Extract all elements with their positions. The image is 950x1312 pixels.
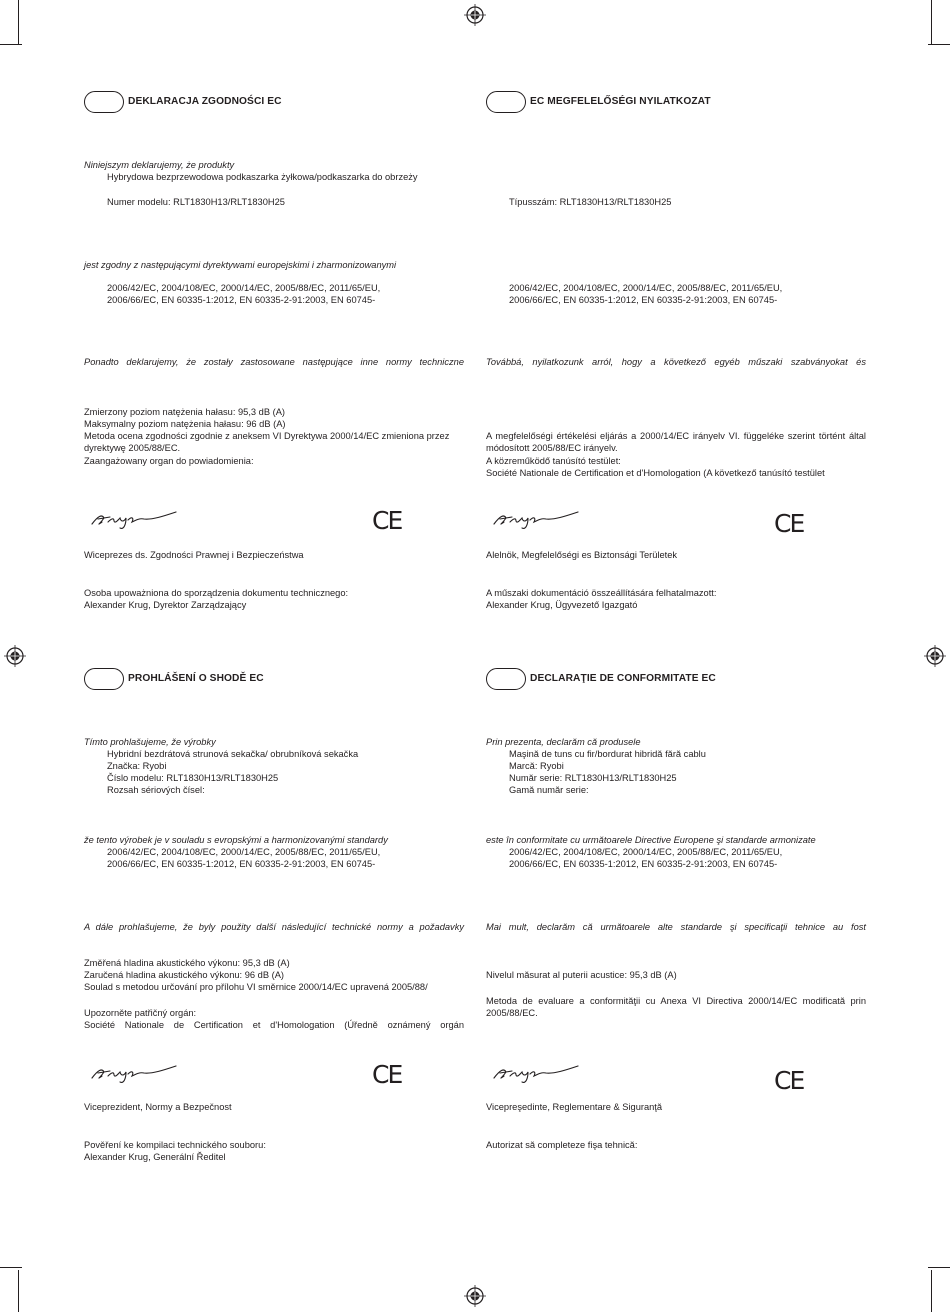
ce-mark: CE xyxy=(774,509,804,538)
standards-intro: Mai mult, declarăm că următoarele alte standarde şi specificaţii tehnice au fost xyxy=(486,922,866,932)
crop-mark xyxy=(931,0,932,44)
signature-icon xyxy=(88,508,180,532)
standards-intro: Ponadto deklarujemy, że zostały zastosowane następujące inne normy techniczne xyxy=(84,357,464,367)
authorised-person: Pověření ke kompilaci technického souboru: xyxy=(84,1140,266,1150)
section-heading: PROHLÁŠENÍ O SHODĚ EC xyxy=(128,673,264,684)
intro-text: Tímto prohlašujeme, že výrobky xyxy=(84,737,216,747)
signatory-title: Wiceprezes ds. Zgodności Prawnej i Bezpieczeństwa xyxy=(84,550,304,560)
brand: Značka: Ryobi xyxy=(107,761,167,771)
standards-intro: A dále prohlašujeme, že byly použity další následující technické normy a požadavky xyxy=(84,922,464,932)
notified-body: Upozorněte patřičný orgán: xyxy=(84,1008,197,1018)
signatory-title: Alelnök, Megfelelőségi es Biztonsági Területek xyxy=(486,550,678,560)
noise-level: Změřená hladina akustického výkonu: 95,3 dB (A) xyxy=(84,958,290,968)
serial-range: Gamă număr serie: xyxy=(509,785,589,795)
assessment-method: A megfelelőségi értékelési eljárás a 2000/14/EC irányelv VI. függeléke szerint történt által módosított 2005/88/EC irányelv. xyxy=(486,431,866,453)
signature-icon xyxy=(490,508,582,532)
assessment-method: Metoda de evaluare a conformităţii cu Anexa VI Directiva 2000/14/EC modificată prin 2005/88/EC. xyxy=(486,996,866,1018)
crop-mark xyxy=(0,44,22,45)
directives-intro: este în conformitate cu următoarele Directive Europene şi standarde armonizate xyxy=(486,835,816,845)
model-number: Număr serie: RLT1830H13/RLT1830H25 xyxy=(509,773,677,783)
registration-mark-icon xyxy=(464,1285,486,1307)
noise-level: Maksymalny poziom natężenia hałasu: 96 dB (A) xyxy=(84,419,286,429)
model-number: Típusszám: RLT1830H13/RLT1830H25 xyxy=(509,197,672,207)
directives-line: 2006/42/EC, 2004/108/EC, 2000/14/EC, 2005/88/EC, 2011/65/EU, xyxy=(107,283,381,293)
directives-line: 2006/66/EC, EN 60335-1:2012, EN 60335-2-91:2003, EN 60745- xyxy=(107,295,376,305)
directives-intro: že tento výrobek je v souladu s evropskými a harmonizovanými standardy xyxy=(84,835,388,845)
crop-mark xyxy=(931,1270,932,1312)
notified-body: Zaangażowany organ do powiadomienia: xyxy=(84,456,254,466)
section-header xyxy=(84,667,264,691)
language-badge xyxy=(84,91,124,113)
noise-level: Nivelul măsurat al puterii acustice: 95,3 dB (A) xyxy=(486,970,677,980)
registration-mark-icon xyxy=(464,4,486,26)
notified-body-name: Société Nationale de Certification et d'Homologation (A következő tanúsító testület xyxy=(486,468,825,478)
directives-intro: jest zgodny z następującymi dyrektywami europejskimi i zharmonizowanymi xyxy=(84,260,397,270)
model-number: Numer modelu: RLT1830H13/RLT1830H25 xyxy=(107,197,285,207)
ce-mark: CE xyxy=(774,1066,804,1095)
authorised-person: Osoba upoważniona do sporządzenia dokumentu technicznego: xyxy=(84,588,349,598)
intro-text: Prin prezenta, declarăm că produsele xyxy=(486,737,641,747)
section-header xyxy=(84,90,282,114)
language-badge xyxy=(486,668,526,690)
model-number: Číslo modelu: RLT1830H13/RLT1830H25 xyxy=(107,773,279,783)
crop-mark xyxy=(928,44,950,45)
signature-icon xyxy=(88,1062,180,1086)
directives-line: 2006/42/EC, 2004/108/EC, 2000/14/EC, 2005/88/EC, 2011/65/EU, xyxy=(509,283,783,293)
section-heading: DECLARAŢIE DE CONFORMITATE EC xyxy=(530,673,716,684)
directives-line: 2006/66/EC, EN 60335-1:2012, EN 60335-2-91:2003, EN 60745- xyxy=(107,859,376,869)
registration-mark-icon xyxy=(4,645,26,667)
authorised-name: Alexander Krug, Dyrektor Zarządzający xyxy=(84,600,247,610)
section-header xyxy=(486,667,716,691)
product-name: Maşină de tuns cu fir/bordurat hibridă fără cablu xyxy=(509,749,706,759)
registration-mark-icon xyxy=(924,645,946,667)
authorised-person: Autorizat să completeze fişa tehnică: xyxy=(486,1140,638,1150)
language-badge xyxy=(84,668,124,690)
noise-level: Zaručená hladina akustického výkonu: 96 dB (A) xyxy=(84,970,284,980)
directives-line: 2006/66/EC, EN 60335-1:2012, EN 60335-2-91:2003, EN 60745- xyxy=(509,859,778,869)
ce-mark: CE xyxy=(372,1060,402,1089)
crop-mark xyxy=(18,1270,19,1312)
brand: Marcă: Ryobi xyxy=(509,761,564,771)
ce-mark: CE xyxy=(372,506,402,535)
signatory-title: Viceprezident, Normy a Bezpečnost xyxy=(84,1102,232,1112)
authorised-person: A műszaki dokumentáció összeállítására felhatalmazott: xyxy=(486,588,717,598)
section-heading: DEKLARACJA ZGODNOŚCI EC xyxy=(128,96,282,107)
directives-line: 2006/66/EC, EN 60335-1:2012, EN 60335-2-91:2003, EN 60745- xyxy=(509,295,778,305)
assessment-method: Metoda ocena zgodności zgodnie z aneksem VI Dyrektywa 2000/14/EC zmieniona przez dyrektywę 2005/88/EC. xyxy=(84,431,450,453)
signature-icon xyxy=(490,1062,582,1086)
authorised-name: Alexander Krug, Generální Ředitel xyxy=(84,1152,226,1162)
assessment-method: Soulad s metodou určování pro přílohu VI směrnice 2000/14/EC upravená 2005/88/ xyxy=(84,982,428,992)
directives-line: 2006/42/EC, 2004/108/EC, 2000/14/EC, 2005/88/EC, 2011/65/EU, xyxy=(107,847,381,857)
signatory-title: Vicepreşedinte, Reglementare & Siguranţă xyxy=(486,1102,663,1112)
crop-mark xyxy=(0,1267,22,1268)
notified-body-name: Société Nationale de Certification et d'Homologation (Úředně oznámený orgán xyxy=(84,1020,464,1030)
noise-level: Zmierzony poziom natężenia hałasu: 95,3 dB (A) xyxy=(84,407,286,417)
serial-range: Rozsah sériových čísel: xyxy=(107,785,205,795)
section-heading: EC MEGFELELŐSÉGI NYILATKOZAT xyxy=(530,96,711,107)
notified-body: A közreműködő tanúsító testület: xyxy=(486,456,621,466)
crop-mark xyxy=(928,1267,950,1268)
authorised-name: Alexander Krug, Ügyvezető Igazgató xyxy=(486,600,638,610)
product-name: Hybrydowa bezprzewodowa podkaszarka żyłkowa/podkaszarka do obrzeży xyxy=(107,172,418,182)
language-badge xyxy=(486,91,526,113)
product-name: Hybridní bezdrátová strunová sekačka/ obrubníková sekačka xyxy=(107,749,359,759)
directives-line: 2006/42/EC, 2004/108/EC, 2000/14/EC, 2005/88/EC, 2011/65/EU, xyxy=(509,847,783,857)
standards-intro: Továbbá, nyilatkozunk arról, hogy a következő egyéb műszaki szabványokat és xyxy=(486,357,866,367)
section-header xyxy=(486,90,711,114)
crop-mark xyxy=(18,0,19,44)
intro-text: Niniejszym deklarujemy, że produkty xyxy=(84,160,235,170)
